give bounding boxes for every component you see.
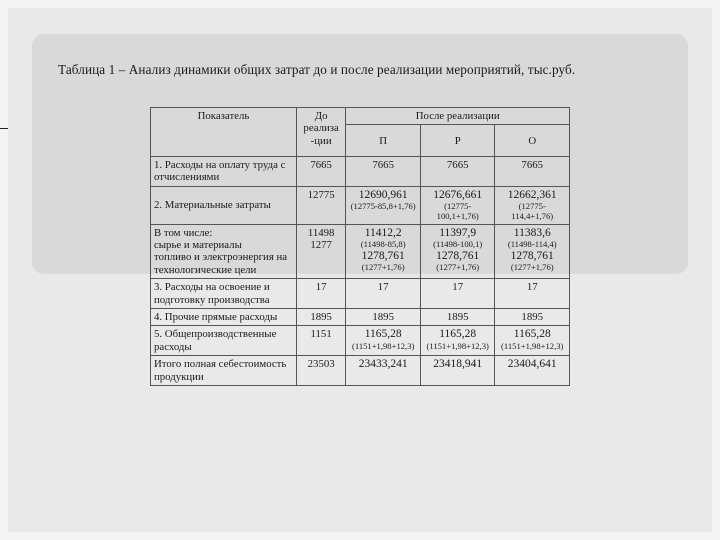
row-p: 17 <box>346 279 421 309</box>
row-r: 23418,941 <box>420 356 495 386</box>
value: 11397,9 <box>439 226 477 239</box>
formula: (1151+1,98+12,3) <box>501 340 564 351</box>
table-row <box>151 156 570 186</box>
formula: (1151+1,98+12,3) <box>426 340 489 351</box>
formula: (12775-114,4+1,76) <box>511 200 554 221</box>
row-r <box>420 326 495 356</box>
row-p: 23433,241 <box>346 356 421 386</box>
header-col-p: П <box>346 125 421 156</box>
value: 1165,28 <box>439 328 477 341</box>
value: 1278,761 <box>510 249 554 262</box>
header-after: После реализации <box>346 108 570 125</box>
label-line: топливо и электроэнергия на технологические цели <box>154 251 288 276</box>
row-before: 17 <box>296 279 346 309</box>
formula: (1277+1,76) <box>436 261 480 272</box>
formula: (11498-85,8) <box>360 238 406 249</box>
row-before: 1895 <box>296 309 346 326</box>
row-before: 7665 <box>296 156 346 186</box>
table-row <box>151 186 570 224</box>
formula: (11498-100,1) <box>433 238 483 249</box>
row-label <box>151 224 297 279</box>
row-o: 17 <box>495 279 570 309</box>
table-row <box>151 279 570 309</box>
header-col-o: О <box>495 125 570 156</box>
row-p <box>346 326 421 356</box>
table-row <box>151 309 570 326</box>
formula: (12775-85,8+1,76) <box>350 200 416 211</box>
value: 12690,961 <box>358 188 408 201</box>
value: 11383,6 <box>513 226 551 239</box>
row-before: 23503 <box>296 356 346 386</box>
header-before: До реализа -ции <box>296 108 346 157</box>
value: 1277 <box>310 239 332 251</box>
value: 11498 <box>307 226 335 239</box>
row-before: 1151 <box>296 326 346 356</box>
row-r: 17 <box>420 279 495 309</box>
label-line: В том числе: <box>154 226 213 239</box>
formula: (1151+1,98+12,3) <box>351 340 415 351</box>
row-before <box>296 224 346 279</box>
value: 12676,661 <box>433 188 483 201</box>
table-row <box>151 356 570 386</box>
formula: (1277+1,76) <box>361 261 405 272</box>
value: 1278,761 <box>436 249 480 262</box>
value: 1165,28 <box>513 328 551 341</box>
row-o <box>495 326 570 356</box>
costs-table <box>150 107 570 386</box>
row-label: 1. Расходы на оплату труда с отчислениями <box>151 156 297 186</box>
row-r: 7665 <box>420 156 495 186</box>
value: 11412,2 <box>364 226 402 239</box>
formula: (12775-100,1+1,76) <box>436 200 479 221</box>
row-p <box>346 186 421 224</box>
value: 1278,761 <box>361 249 405 262</box>
row-r <box>420 224 495 279</box>
header-row-1 <box>151 108 570 125</box>
row-r: 1895 <box>420 309 495 326</box>
table-row <box>151 224 570 279</box>
formula: (11498-114,4) <box>507 238 557 249</box>
row-p <box>346 224 421 279</box>
value: 1165,28 <box>364 328 402 341</box>
row-label: 2. Материальные затраты <box>151 186 297 224</box>
row-p: 1895 <box>346 309 421 326</box>
header-col-r: Р <box>420 125 495 156</box>
header-indicator: Показатель <box>151 108 297 157</box>
row-o <box>495 186 570 224</box>
formula: (1277+1,76) <box>510 261 554 272</box>
label-line: сырье и материалы <box>154 239 242 251</box>
row-label: Итого полная себестоимость продукции <box>151 356 297 386</box>
table-row <box>151 326 570 356</box>
row-o: 7665 <box>495 156 570 186</box>
row-p: 7665 <box>346 156 421 186</box>
value: 12662,361 <box>507 188 557 201</box>
row-label: 5. Общепроизводственные расходы <box>151 326 297 356</box>
left-edge-mark <box>0 128 8 129</box>
table-title: Таблица 1 – Анализ динамики общих затрат до и после реализации мероприятий, тыс.руб. <box>58 62 576 77</box>
row-o <box>495 224 570 279</box>
row-o: 1895 <box>495 309 570 326</box>
row-before: 12775 <box>296 186 346 224</box>
row-label: 3. Расходы на освоение и подготовку производства <box>151 279 297 309</box>
row-label: 4. Прочие прямые расходы <box>151 309 297 326</box>
row-r <box>420 186 495 224</box>
row-o: 23404,641 <box>495 356 570 386</box>
